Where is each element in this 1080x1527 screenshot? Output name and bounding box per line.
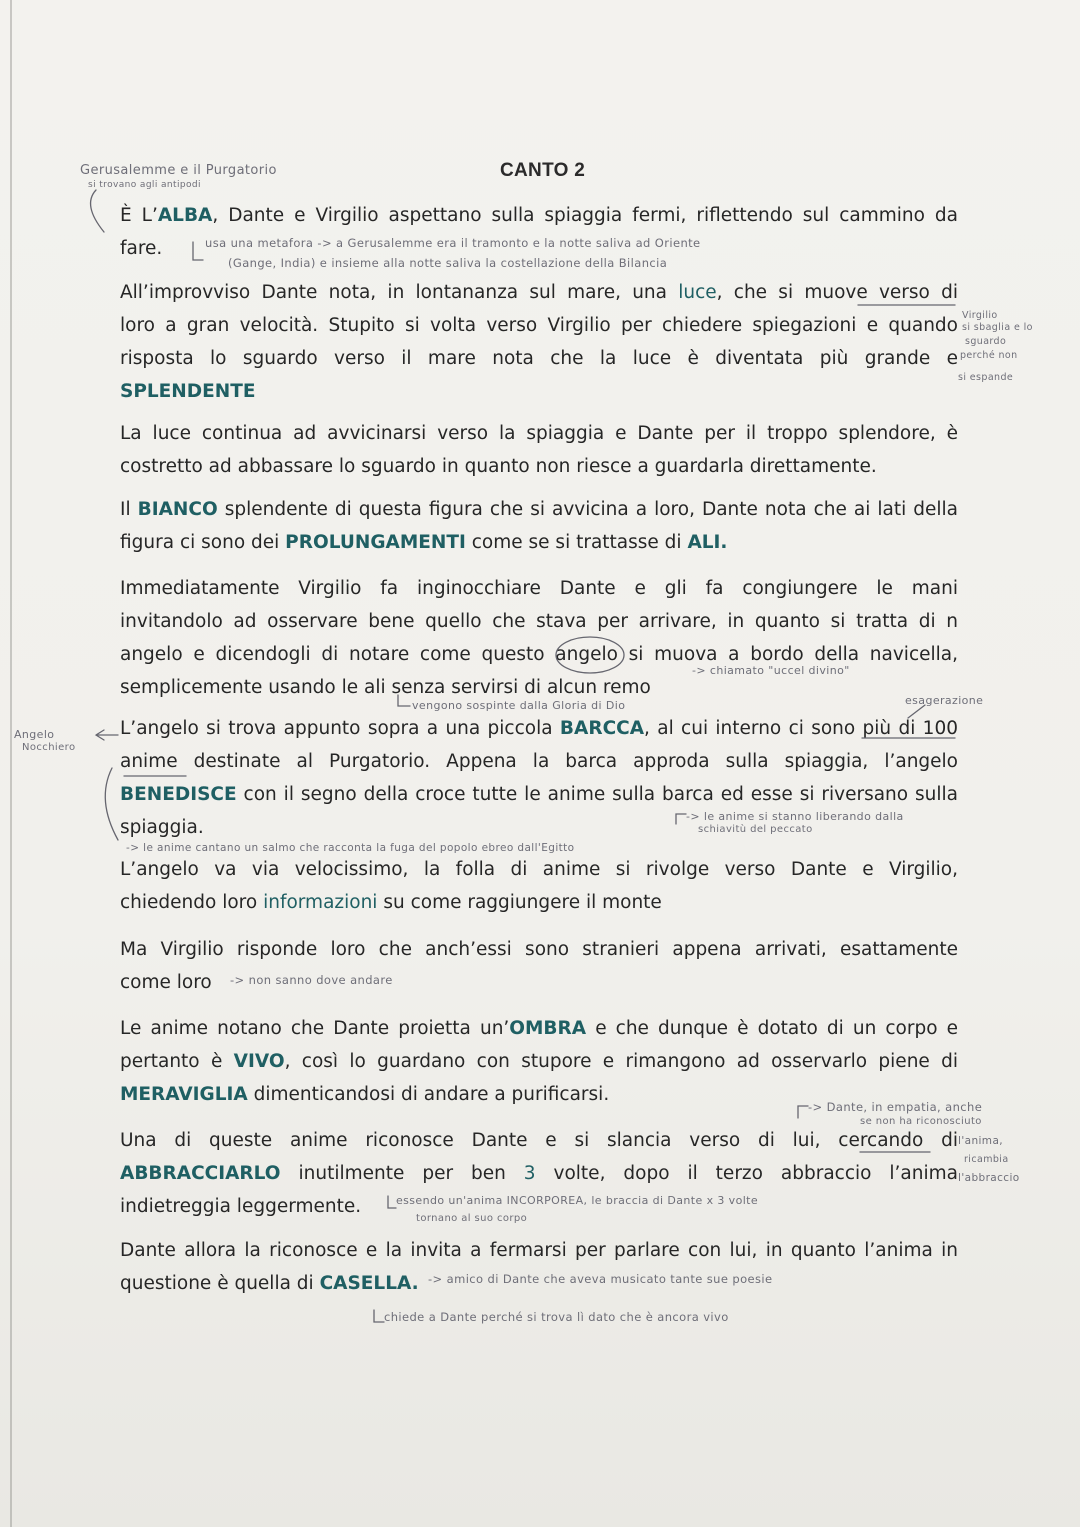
highlighted-term: MERAVIGLIA — [120, 1084, 248, 1105]
annotation-nocchiero: Nocchiero — [22, 742, 76, 753]
text-run: Dante allora la riconosce e la invita a fermarsi per parlare con lui, in quanto l’anima in — [120, 1240, 958, 1261]
arrow-esagerazione — [908, 705, 925, 718]
arrow-liberando — [676, 814, 686, 824]
text-run: risposta lo sguardo verso il mare nota che la luce è diventata più grande e — [120, 348, 958, 369]
text-run: volte, dopo il terzo abbraccio l’anima — [535, 1163, 958, 1184]
highlighted-term: PROLUNGAMENTI — [285, 532, 466, 553]
annotation-uccel-divino: -> chiamato "uccel divino" — [692, 664, 850, 677]
page-title: CANTO 2 — [500, 160, 586, 181]
annotation-gerusalemme: Gerusalemme e il Purgatorio — [80, 163, 277, 178]
highlighted-term: VIVO — [233, 1051, 285, 1072]
text-run: , che si muove verso di — [716, 282, 958, 303]
text-run: indietreggia leggermente. — [120, 1196, 362, 1217]
annotation-chiede-dante: chiede a Dante perché si trova lì dato che è ancora vivo — [384, 1310, 729, 1324]
annotation-salmo: -> le anime cantano un salmo che racconta la fuga del popolo ebreo dall'Egitto — [126, 842, 575, 854]
highlighted-term: 3 — [523, 1163, 536, 1184]
annotation-non-sanno: -> non sanno dove andare — [230, 973, 393, 987]
text-run: L’angelo va via velocissimo, la folla di anime si rivolge verso Dante e Virgilio, — [120, 859, 958, 880]
highlighted-term: BENEDISCE — [120, 784, 237, 805]
highlighted-term: informazioni — [263, 892, 378, 913]
text-run: questione è quella di — [120, 1273, 320, 1294]
annotation-virgilio-3: sguardo — [965, 336, 1007, 347]
text-run: su come raggiungere il monte — [377, 892, 662, 913]
text-run: e che dunque è dotato di un corpo e — [586, 1018, 958, 1039]
highlighted-term: BARCCA — [559, 718, 645, 739]
text-run: inutilmente per ben — [280, 1163, 524, 1184]
text-run: figura ci sono dei — [120, 532, 286, 553]
highlighted-term: ALBA — [157, 205, 213, 226]
text-run: invitandolo ad osservare bene quello che stava per arrivare, in quanto si tratta di n — [120, 611, 958, 632]
arrow-vengono — [398, 695, 410, 706]
text-run: Le anime notano che Dante proietta un’ — [120, 1018, 510, 1039]
annotation-empatia-5: l'abbraccio — [958, 1172, 1020, 1184]
text-run: pertanto è — [120, 1051, 234, 1072]
circle-angelo — [556, 637, 624, 673]
text-run: anime destinate al Purgatorio. Appena la barca approda sulla spiaggia, l’angelo — [120, 751, 958, 772]
text-run: Immediatamente Virgilio fa inginocchiare Dante e gli fa congiungere le mani — [120, 578, 958, 599]
annotation-amico-casella: -> amico di Dante che aveva musicato tante sue poesie — [428, 1272, 773, 1286]
text-run: È L’ — [120, 205, 158, 226]
text-run: , al cui interno ci sono più di 100 — [644, 718, 958, 739]
arrow-incorporea — [388, 1196, 396, 1208]
highlighted-term: SPLENDENTE — [120, 381, 256, 402]
text-run: spiaggia. — [120, 817, 204, 838]
annotation-empatia-4: ricambia — [964, 1154, 1009, 1165]
text-run: , Dante e Virgilio aspettano sulla spiaggia fermi, riflettendo sul cammino da — [212, 205, 959, 226]
annotation-empatia-1: -> Dante, in empatia, anche — [808, 1100, 983, 1114]
annotation-virgilio-2: si sbaglia e lo — [962, 322, 1033, 333]
arrow-angelo-nocchiero — [96, 730, 118, 740]
bracket-gerusalemme — [91, 190, 104, 232]
text-run: , così lo guardano con stupore e rimangono ad osservarlo piene di — [284, 1051, 959, 1072]
annotation-esagerazione: esagerazione — [905, 694, 984, 707]
text-run: Ma Virgilio risponde loro che anch’essi sono stranieri appena arrivati, esattamente — [120, 939, 958, 960]
highlighted-term: ALI. — [687, 532, 728, 553]
text-run: come se si trattasse di — [465, 532, 688, 553]
annotation-virgilio-5: si espande — [958, 372, 1014, 383]
text-run: loro a gran velocità. Stupito si volta verso Virgilio per chiedere spiegazioni e quando — [120, 315, 958, 336]
text-run: Il — [120, 499, 138, 520]
annotation-empatia-2: se non ha riconosciuto — [860, 1116, 982, 1127]
highlighted-term: BIANCO — [137, 499, 218, 520]
annotation-anime-liberando: -> le anime si stanno liberando dalla — [686, 810, 904, 823]
annotation-tornano: tornano al suo corpo — [416, 1213, 528, 1224]
arrow-chiede — [374, 1310, 384, 1322]
annotation-antipodi: si trovano agli antipodi — [88, 180, 201, 190]
text-run: La luce continua ad avvicinarsi verso la spiaggia e Dante per il troppo splendore, è — [120, 423, 958, 444]
arrow-alba — [193, 242, 203, 260]
text-run: splendente di questa figura che si avvicina a loro, Dante nota che ai lati della — [217, 499, 958, 520]
annotation-empatia-3: l'anima, — [958, 1135, 1004, 1147]
text-run: costretto ad abbassare lo sguardo in quanto non riesce a guardarla direttamente. — [120, 456, 877, 477]
highlighted-term: OMBRA — [509, 1018, 587, 1039]
text-run: come loro — [120, 972, 212, 993]
bracket-barca — [105, 768, 118, 840]
annotation-virgilio-1: Virgilio — [962, 310, 998, 321]
text-run: con il segno della croce tutte le anime sulla barca ed esse si riversano sulla — [236, 784, 958, 805]
annotation-incorporea: essendo un'anima INCORPOREA, le braccia di Dante x 3 volte — [396, 1194, 759, 1207]
text-run: fare. — [120, 238, 163, 259]
annotation-virgilio-4: perché non — [960, 350, 1018, 361]
highlighted-term: luce — [678, 282, 717, 303]
text-run: Una di queste anime riconosce Dante e si slancia verso di lui, cercando di — [120, 1130, 958, 1151]
annotation-angelo: Angelo — [14, 728, 55, 741]
highlighted-term: ABBRACCIARLO — [120, 1163, 281, 1184]
annotation-gange: (Gange, India) e insieme alla notte saliva la costellazione della Bilancia — [228, 256, 668, 270]
annotation-schiavitu: schiavitù del peccato — [698, 824, 813, 835]
text-run: angelo e dicendogli di notare come questo angelo si muova a bordo della navicella, — [120, 644, 958, 665]
text-run: chiedendo loro — [120, 892, 264, 913]
annotation-metafora: usa una metafora -> a Gerusalemme era il tramonto e la notte saliva ad Oriente — [205, 236, 701, 250]
text-run: L’angelo si trova appunto sopra a una piccola — [120, 718, 560, 739]
annotation-gloria-di-dio: vengono sospinte dalla Gloria di Dio — [412, 699, 626, 712]
text-run: dimenticandosi di andare a purificarsi. — [247, 1084, 610, 1105]
text-run: All’improvviso Dante nota, in lontananza sul mare, una — [120, 282, 679, 303]
text-run: semplicemente usando le ali senza servirsi di alcun remo — [120, 677, 651, 698]
arrow-empatia — [798, 1106, 808, 1118]
highlighted-term: CASELLA. — [319, 1273, 419, 1294]
